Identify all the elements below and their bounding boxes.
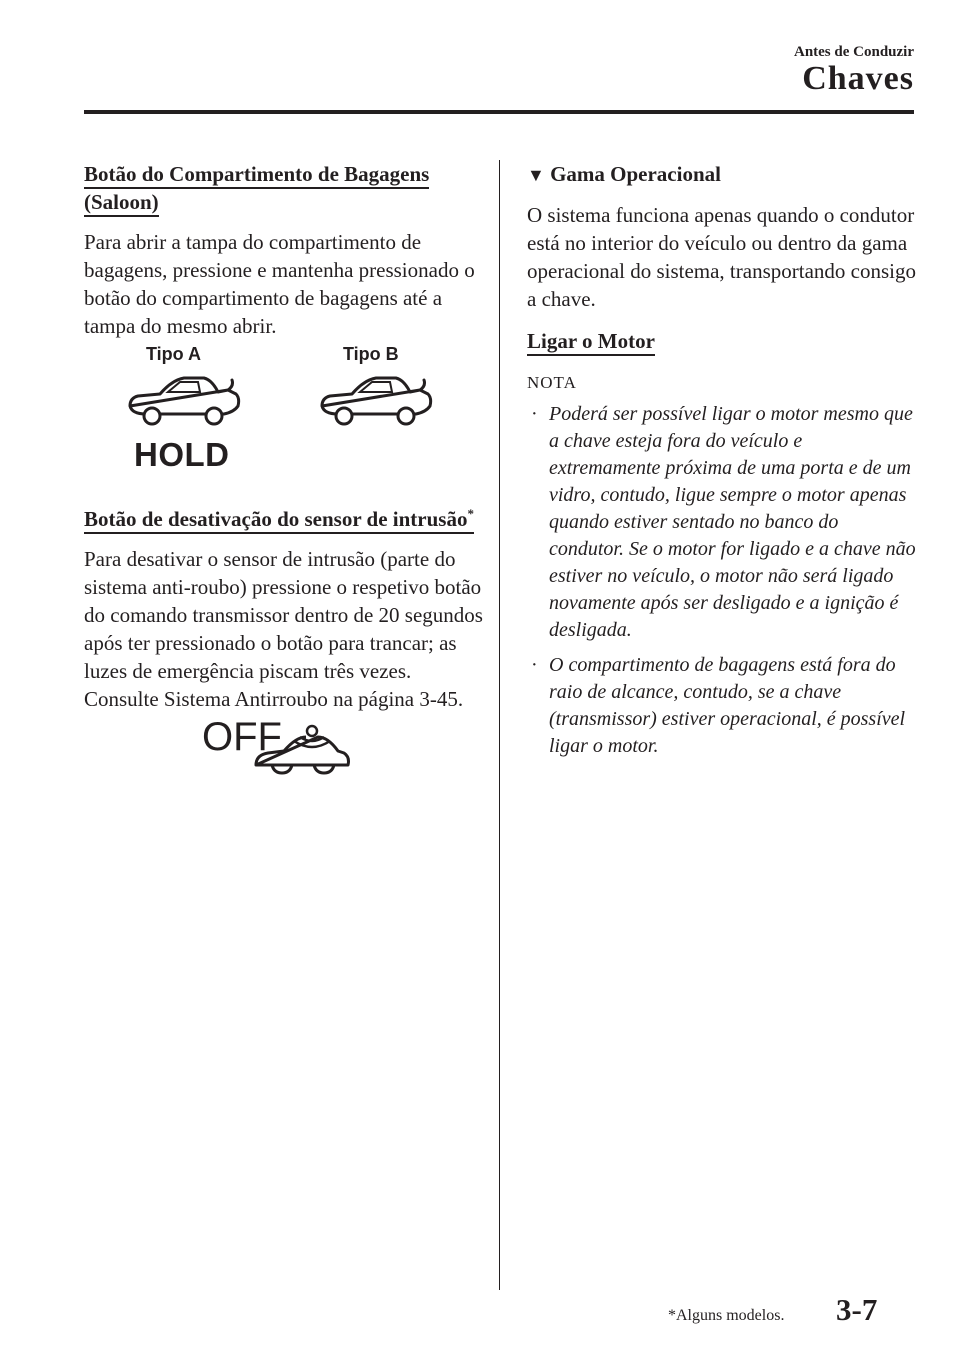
page-number: 3-7	[836, 1292, 878, 1327]
bullet-icon: ·	[531, 403, 538, 425]
header-rule	[84, 110, 914, 114]
right-column	[527, 160, 917, 760]
intrusion-off-figure	[84, 715, 484, 805]
section-title: Chaves	[802, 60, 914, 97]
intrusion-sensor-text: Para desativar o sensor de intrusão (parte do sistema anti-roubo) pressione o respetivo botão do comando transmissor dentro de 20 segundos após ter pressionado o botão para trancar; as luzes de emergência piscam três vezes. Consulte Sistema Antirroubo na página 3-45.	[84, 547, 483, 711]
start-engine-heading: Ligar o Motor	[527, 327, 917, 357]
intrusion-sensor-car-icon	[252, 719, 352, 779]
footnote: *Alguns modelos.	[668, 1307, 785, 1324]
note-item: · Poderá ser possível ligar o motor mesmo que a chave esteja fora do veículo e extremamente próxima de uma porta e de um vidro, contudo, ligue sempre o motor apenas quando estiver sentado no banco do condutor. Se o motor for ligado e a chave não estiver no veículo, o motor não será ligado novamente após ser desligado e a ignição é desligada.	[531, 403, 916, 641]
off-label: OFF	[202, 715, 282, 759]
section-subtitle: Antes de Conduzir	[793, 44, 914, 60]
trunk-open-car-icon-a	[124, 372, 244, 432]
triangle-bullet-icon: ▼	[527, 165, 545, 185]
left-column	[84, 160, 484, 805]
operational-range-heading: ▼ Gama Operacional	[527, 162, 721, 186]
intrusion-sensor-heading: Botão de desativação do sensor de intrusão*	[84, 500, 484, 535]
trunk-button-figure	[84, 346, 484, 496]
trunk-open-car-icon-b	[316, 372, 436, 432]
column-divider	[499, 160, 500, 1290]
note-item: · O compartimento de bagagens está fora do raio de alcance, contudo, se a chave (transmissor) estiver operacional, é possível ligar o motor.	[531, 654, 906, 757]
note-label: NOTA	[527, 373, 577, 392]
bullet-icon: ·	[531, 654, 538, 676]
hold-label: HOLD	[134, 436, 230, 473]
trunk-button-text: Para abrir a tampa do compartimento de bagagens, pressione e mantenha pressionado o botão do compartimento de bagagens até a tampa do mesmo abrir.	[84, 230, 475, 338]
type-a-label: Tipo A	[146, 344, 201, 364]
trunk-button-heading: Botão do Compartimento de Bagagens (Saloon)	[84, 160, 484, 218]
type-b-label: Tipo B	[343, 344, 399, 364]
operational-range-text: O sistema funciona apenas quando o condutor está no interior do veículo ou dentro da gama operacional do sistema, transportando consigo a chave.	[527, 203, 916, 311]
